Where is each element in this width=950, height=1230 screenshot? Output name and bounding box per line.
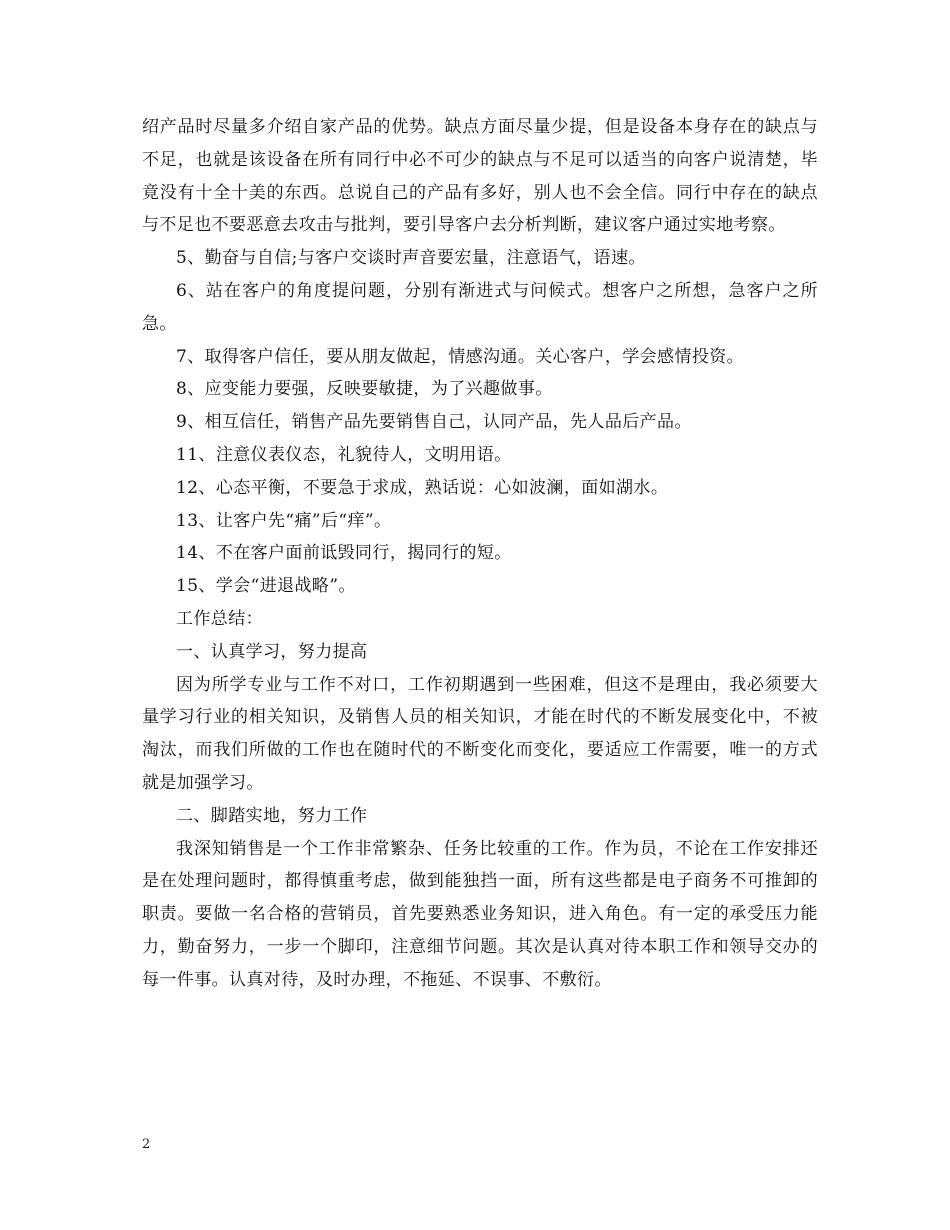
section-heading-work-summary: 工作总结： xyxy=(176,608,263,629)
paragraph-item-7: 7、取得客户信任，要从朋友做起，情感沟通。关心客户，学会感情投资。 xyxy=(176,346,745,367)
paragraph-item-13: 13、让客户先“痛”后“痒”。 xyxy=(176,510,392,531)
paragraph-item-5: 5、勤奋与自信;与客户交谈时声音要宏量，注意语气，语速。 xyxy=(176,248,646,269)
paragraph-item-6: 6、站在客户的角度提问题，分别有渐进式与问候式。想客户之所想，急客户之所急。 xyxy=(142,280,818,334)
subheading-work: 二、脚踏实地，努力工作 xyxy=(176,805,368,826)
paragraph-study: 因为所学专业与工作不对口，工作初期遇到一些困难，但这不是理由，我必须要大量学习行业的相关知识，及销售人员的相关知识，才能在时代的不断发展变化中，不被淘汰，而我们所做的工作也在随时代的不断变化而变化，要适应工作需要，唯一的方式就是加强学习。 xyxy=(142,674,818,793)
paragraph-item-8: 8、应变能力要强，反映要敏捷，为了兴趣做事。 xyxy=(176,379,553,400)
paragraph-item-11: 11、注意仪表仪态，礼貌待人，文明用语。 xyxy=(176,444,512,465)
subheading-study: 一、认真学习，努力提高 xyxy=(176,641,368,662)
page-number: 2 xyxy=(142,1137,151,1152)
document-body xyxy=(142,111,818,997)
paragraph-item-15: 15、学会“进退战略”。 xyxy=(176,576,356,597)
paragraph-work: 我深知销售是一个工作非常繁杂、任务比较重的工作。作为员，不论在工作安排还是在处理问题时，都得慎重考虑，做到能独挡一面，所有这些都是电子商务不可推卸的职责。要做一名合格的营销员，首先要熟悉业务知识，进入角色。有一定的承受压力能力，勤奋努力，一步一个脚印，注意细节问题。其次是认真对待本职工作和领导交办的每一件事。认真对待，及时办理，不拖延、不误事、不敷衍。 xyxy=(142,838,818,990)
paragraph-item-14: 14、不在客户面前诋毁同行，揭同行的短。 xyxy=(176,543,512,564)
paragraph-continued-intro: 绍产品时尽量多介绍自家产品的优势。缺点方面尽量少提，但是设备本身存在的缺点与不足，也就是该设备在所有同行中必不可少的缺点与不足可以适当的向客户说清楚，毕竟没有十全十美的东西。总说自己的产品有多好，别人也不会全信。同行中存在的缺点与不足也不要恶意去攻击与批判，要引导客户去分析判断，建议客户通过实地考察。 xyxy=(142,117,818,236)
paragraph-item-9: 9、相互信任，销售产品先要销售自己，认同产品，先人品后产品。 xyxy=(176,412,692,433)
paragraph-item-12: 12、心态平衡，不要急于求成，熟话说：心如波澜，面如湖水。 xyxy=(176,477,669,498)
